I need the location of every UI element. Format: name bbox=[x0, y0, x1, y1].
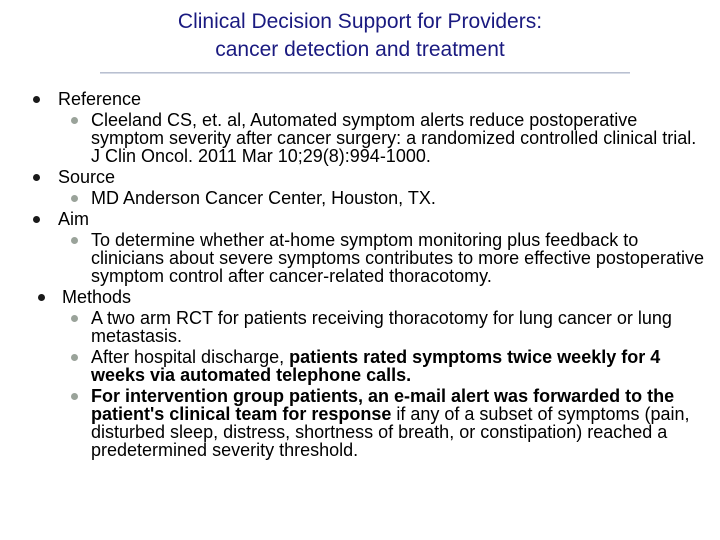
methods-item-2 bbox=[0, 348, 720, 384]
slide-title-line-2: cancer detection and treatment bbox=[215, 38, 505, 61]
methods-item-1 bbox=[0, 309, 720, 345]
slide-title bbox=[0, 8, 720, 64]
reference-item bbox=[0, 111, 720, 165]
methods-item-3 bbox=[0, 387, 720, 459]
reference-heading: Reference bbox=[58, 89, 142, 109]
methods-item-3-bold: For intervention group patients, an e-mail alert was forwarded to the patient's clinical team for response bbox=[91, 386, 675, 424]
methods-item-2-plain: After hospital discharge, bbox=[91, 347, 290, 367]
aim-text: To determine whether at-home symptom monitoring plus feedback to clinicians about severe symptoms contributes to more effective postoperative symptom control after cancer-related thoracotomy. bbox=[91, 230, 704, 286]
aim-item bbox=[0, 231, 720, 285]
sub-bullet-icon bbox=[71, 315, 78, 322]
section-source bbox=[0, 168, 720, 186]
sub-bullet-icon bbox=[71, 117, 78, 124]
bullet-icon bbox=[38, 294, 45, 301]
reference-citation: Cleeland CS, et. al, Automated symptom alerts reduce postoperative symptom severity after cancer surgery: a randomized controlled clinical trial. J Clin Oncol. 2011 Mar 10;29(8):994-1000. bbox=[91, 110, 697, 166]
source-text: MD Anderson Cancer Center, Houston, TX. bbox=[91, 188, 436, 208]
bullet-icon bbox=[33, 96, 40, 103]
sub-bullet-icon bbox=[71, 195, 78, 202]
methods-item-3-plain: if any of a subset of symptoms (pain, disturbed sleep, distress, shortness of breath, or constipation) reached a predetermined severity threshold. bbox=[91, 404, 690, 460]
sub-bullet-icon bbox=[71, 393, 78, 400]
methods-item-2-bold: patients rated symptoms twice weekly for 4 weeks via automated telephone calls. bbox=[91, 347, 661, 385]
slide-title-line-1: Clinical Decision Support for Providers: bbox=[177, 10, 543, 33]
aim-heading: Aim bbox=[58, 209, 89, 229]
bullet-icon bbox=[33, 174, 40, 181]
slide-body bbox=[0, 90, 720, 462]
section-methods bbox=[0, 288, 720, 306]
bullet-icon bbox=[33, 216, 40, 223]
sub-bullet-icon bbox=[71, 237, 78, 244]
sub-bullet-icon bbox=[71, 354, 78, 361]
section-aim bbox=[0, 210, 720, 228]
methods-heading: Methods bbox=[62, 287, 132, 307]
methods-item-1-text: A two arm RCT for patients receiving thoracotomy for lung cancer or lung metastasis. bbox=[91, 308, 672, 346]
title-divider bbox=[100, 72, 630, 74]
source-item bbox=[0, 189, 720, 207]
section-reference bbox=[0, 90, 720, 108]
source-heading: Source bbox=[58, 167, 116, 187]
